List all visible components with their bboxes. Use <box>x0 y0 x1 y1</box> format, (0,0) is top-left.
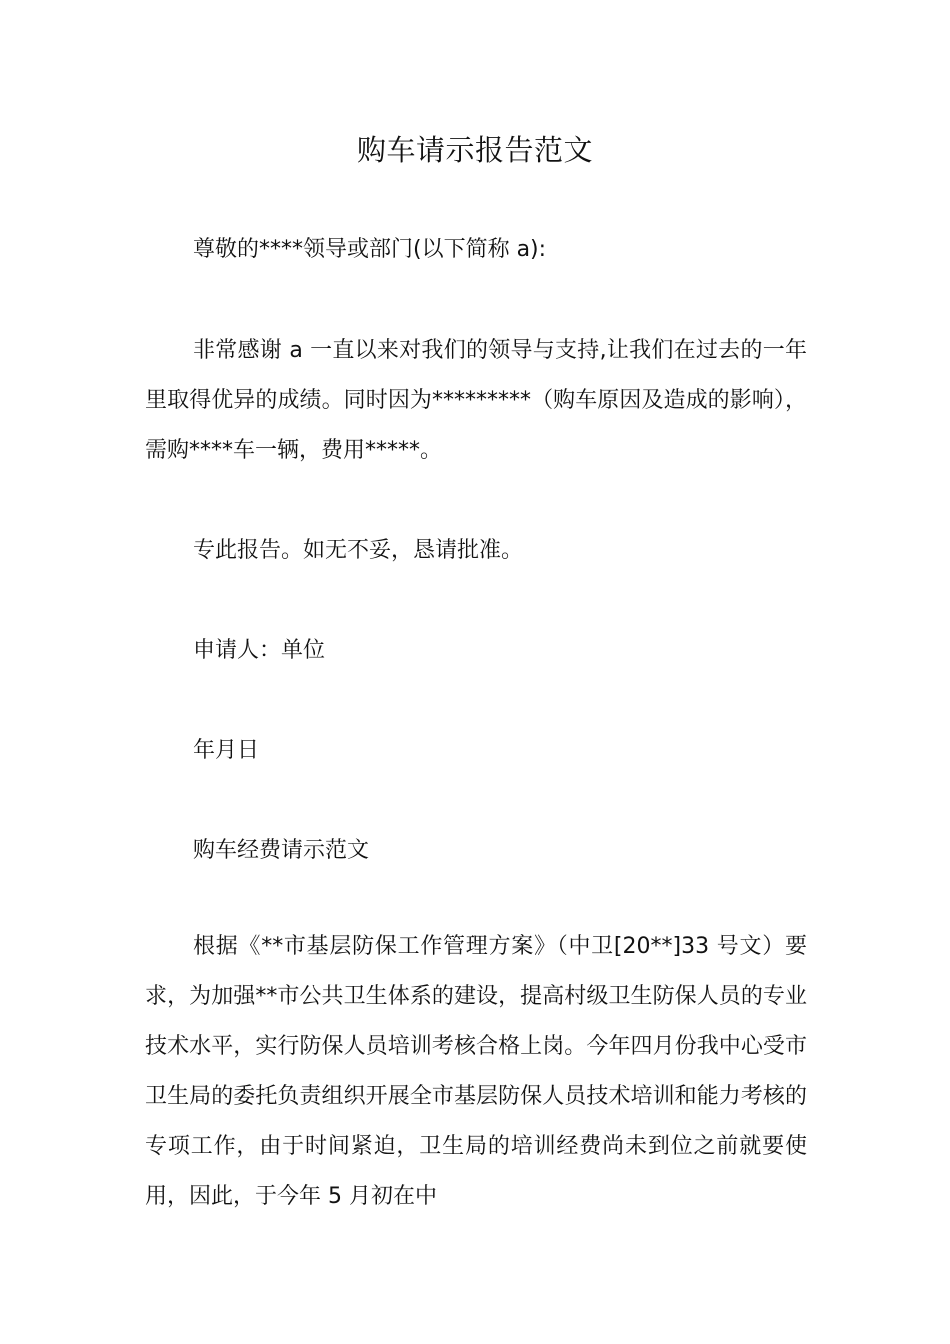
section-subtitle: 购车经费请示范文 <box>193 838 370 863</box>
document-title: 购车请示报告范文 <box>356 133 593 167</box>
report-paragraph: 专此报告。如无不妥，恳请批准。 <box>193 538 524 563</box>
greeting-paragraph: 尊敬的****领导或部门(以下简称 a): <box>193 237 547 262</box>
body-paragraph: 根据《**市基层防保工作管理方案》（中卫[20**]33 号文）要求，为加强**市公共卫生体系的建设，提高村级卫生防保人员的专业技术水平，实行防保人员培训考核合格上岗。今年四月份我中心受市卫生局的委托负责组织开展全市基层防保人员技术培训和能力考核的专项工作，由于时间紧迫，卫生局的培训经费尚未到位之前就要使用，因此，于今年 5 月初在中 <box>145 934 807 1209</box>
applicant-line: 申请人：单位 <box>193 638 326 663</box>
date-line: 年月日 <box>193 738 260 763</box>
thanks-paragraph: 非常感谢 a 一直以来对我们的领导与支持,让我们在过去的一年里取得优异的成绩。同时因为*********（购车原因及造成的影响），需购****车一辆，费用*****。 <box>145 338 807 463</box>
